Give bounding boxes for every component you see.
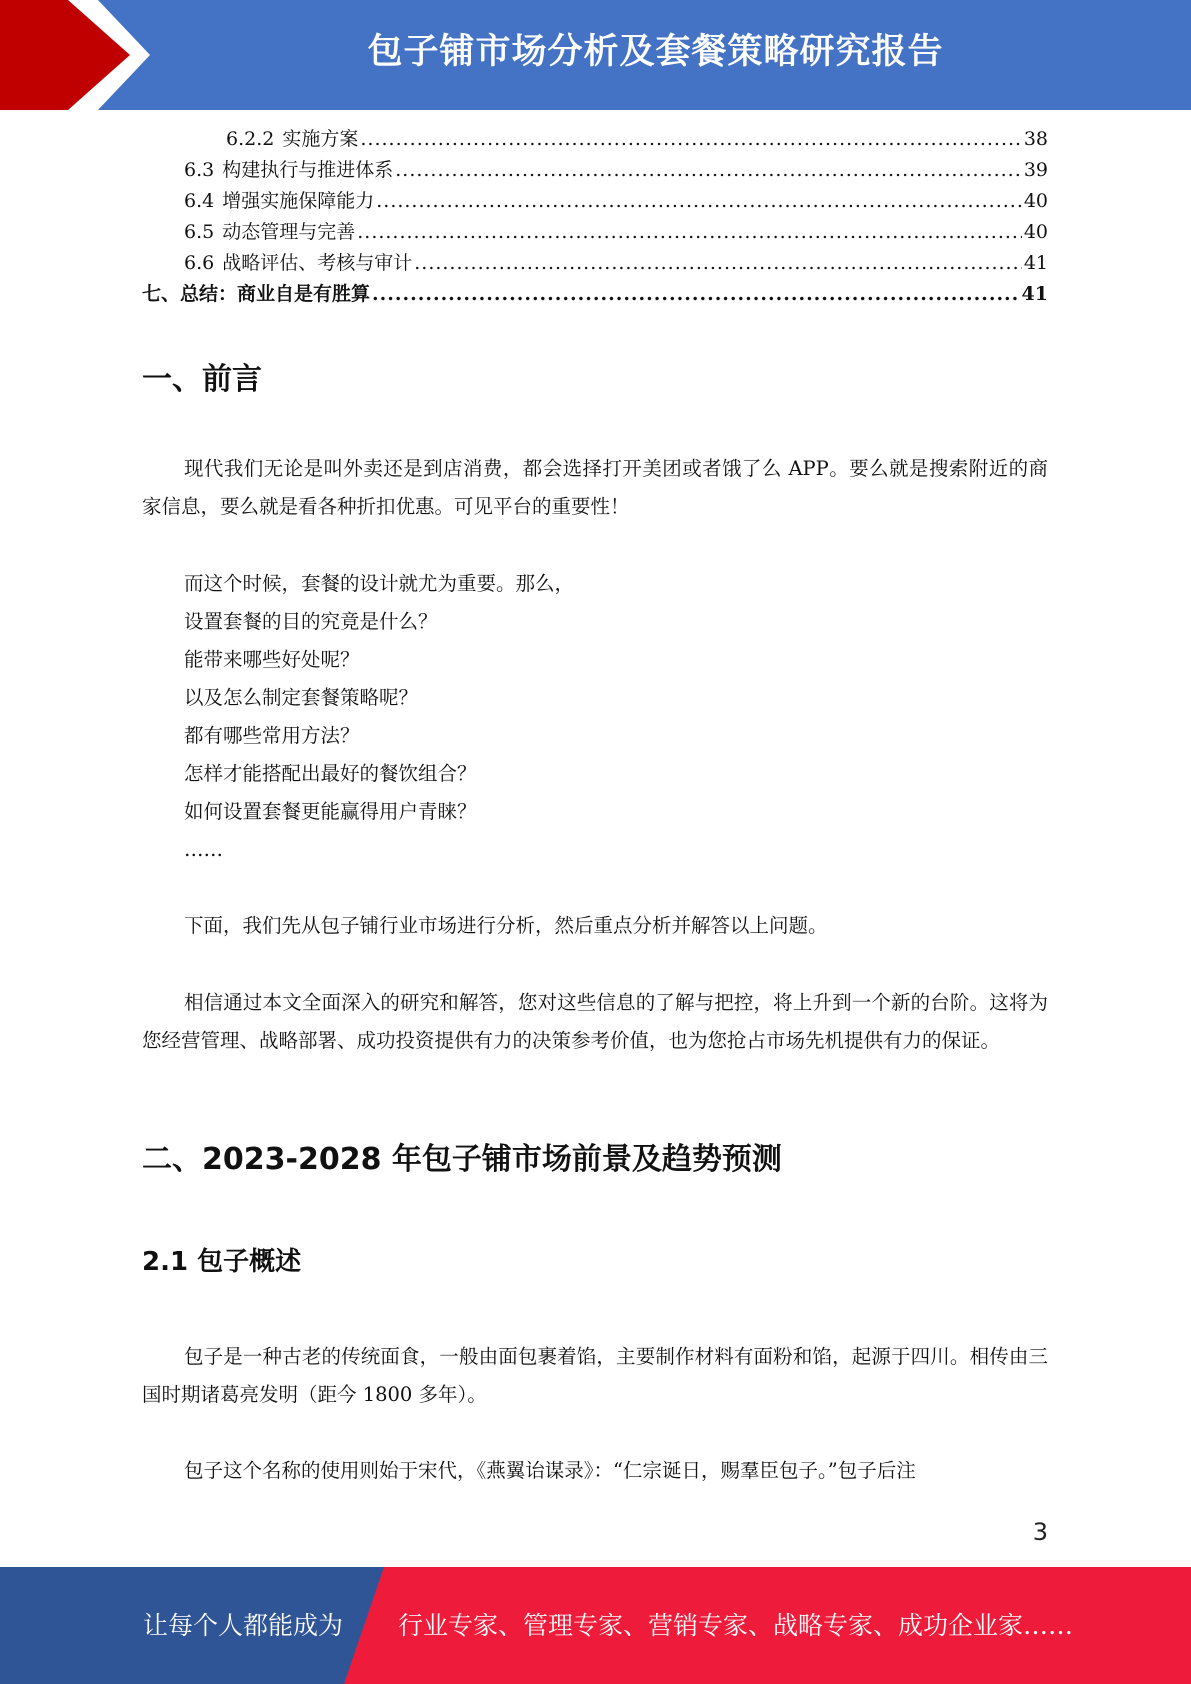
page-content (142, 124, 1048, 1482)
toc-entry-number: 6.4 (184, 190, 215, 212)
question-line: 设置套餐的目的究竟是什么？ (184, 610, 438, 633)
footer-banner (0, 1567, 1191, 1684)
toc-entry[interactable] (142, 124, 1048, 155)
toc-entry-page: 41 (1021, 283, 1048, 305)
toc-entry[interactable] (142, 186, 1048, 217)
toc-entry-text: 构建执行与推进体系 (222, 159, 394, 181)
paragraph: 现代我们无论是叫外卖还是到店消费，都会选择打开美团或者饿了么 APP。要么就是搜索附近的商家信息，要么就是看各种折扣优惠。可见平台的重要性！ (142, 457, 1048, 518)
paragraph: 包子是一种古老的传统面食，一般由面包裹着馅，主要制作材料有面粉和馅，起源于四川。相传由三国时期诸葛亮发明（距今 1800 多年）。 (142, 1345, 1048, 1406)
toc-entry-page: 38 (1023, 128, 1048, 150)
question-line: 能带来哪些好处呢？ (184, 648, 360, 671)
toc-entry-number: 6.6 (184, 252, 215, 274)
toc-entry-number: 七、 (142, 283, 181, 305)
section-heading-market-forecast: 二、2023-2028 年包子铺市场前景及趋势预测 (142, 1142, 782, 1177)
toc-leader-dots (357, 217, 1022, 248)
toc-entry[interactable] (142, 217, 1048, 248)
toc-leader-dots (376, 186, 1022, 217)
toc-entry-text: 动态管理与完善 (222, 221, 356, 243)
toc-entry-number: 6.2.2 (226, 128, 275, 150)
toc-entry-number: 6.3 (184, 159, 215, 181)
toc-entry-text: 实施方案 (282, 128, 359, 150)
toc-entry-number: 6.5 (184, 221, 215, 243)
toc-entry-text: 增强实施保障能力 (222, 190, 375, 212)
toc-leader-dots (414, 248, 1022, 279)
ellipsis-line: …… (184, 838, 223, 861)
toc-entry-text: 战略评估、考核与审计 (222, 252, 413, 274)
toc-leader-dots (395, 155, 1022, 186)
footer-slogan-left: 让每个人都能成为 (143, 1611, 344, 1640)
paragraph: 相信通过本文全面深入的研究和解答，您对这些信息的了解与把控，将上升到一个新的台阶。这将为您经营管理、战略部署、成功投资提供有力的决策参考价值，也为您抢占市场先机提供有力的保证。 (142, 991, 1048, 1052)
toc-entry-page: 41 (1023, 252, 1048, 274)
question-line: 以及怎么制定套餐策略呢？ (184, 686, 419, 709)
question-line: 怎样才能搭配出最好的餐饮组合？ (184, 762, 477, 785)
toc-leader-dots (360, 124, 1021, 155)
subsection-heading-baozi-overview: 2.1 包子概述 (142, 1247, 302, 1277)
toc-entry[interactable] (142, 248, 1048, 279)
page-number: 3 (1032, 1518, 1048, 1546)
question-line: 而这个时候，套餐的设计就尤为重要。那么， (184, 572, 575, 595)
header-chevron-decoration (0, 0, 160, 110)
question-line: 如何设置套餐更能赢得用户青睐？ (184, 800, 477, 823)
toc-entry-page: 40 (1023, 190, 1048, 212)
paragraph: 包子这个名称的使用则始于宋代，《燕翼诒谋录》：“仁宗诞日，赐羣臣包子。”包子后注 (184, 1459, 916, 1482)
toc-entry[interactable] (142, 155, 1048, 186)
footer-slogan-right: 行业专家、管理专家、营销专家、战略专家、成功企业家…… (398, 1611, 1074, 1640)
toc-entry-page: 39 (1023, 159, 1048, 181)
question-line: 都有哪些常用方法？ (184, 724, 360, 747)
header-banner (0, 0, 1191, 110)
toc-entry-text: 总结：商业自是有胜算 (180, 283, 371, 305)
toc-leader-dots (372, 279, 1020, 310)
document-title: 包子铺市场分析及套餐策略研究报告 (367, 32, 944, 72)
table-of-contents (142, 124, 1048, 310)
paragraph: 下面，我们先从包子铺行业市场进行分析，然后重点分析并解答以上问题。 (184, 914, 828, 937)
toc-entry[interactable] (142, 279, 1048, 310)
toc-entry-page: 40 (1023, 221, 1048, 243)
section-heading-preface: 一、前言 (142, 362, 262, 397)
